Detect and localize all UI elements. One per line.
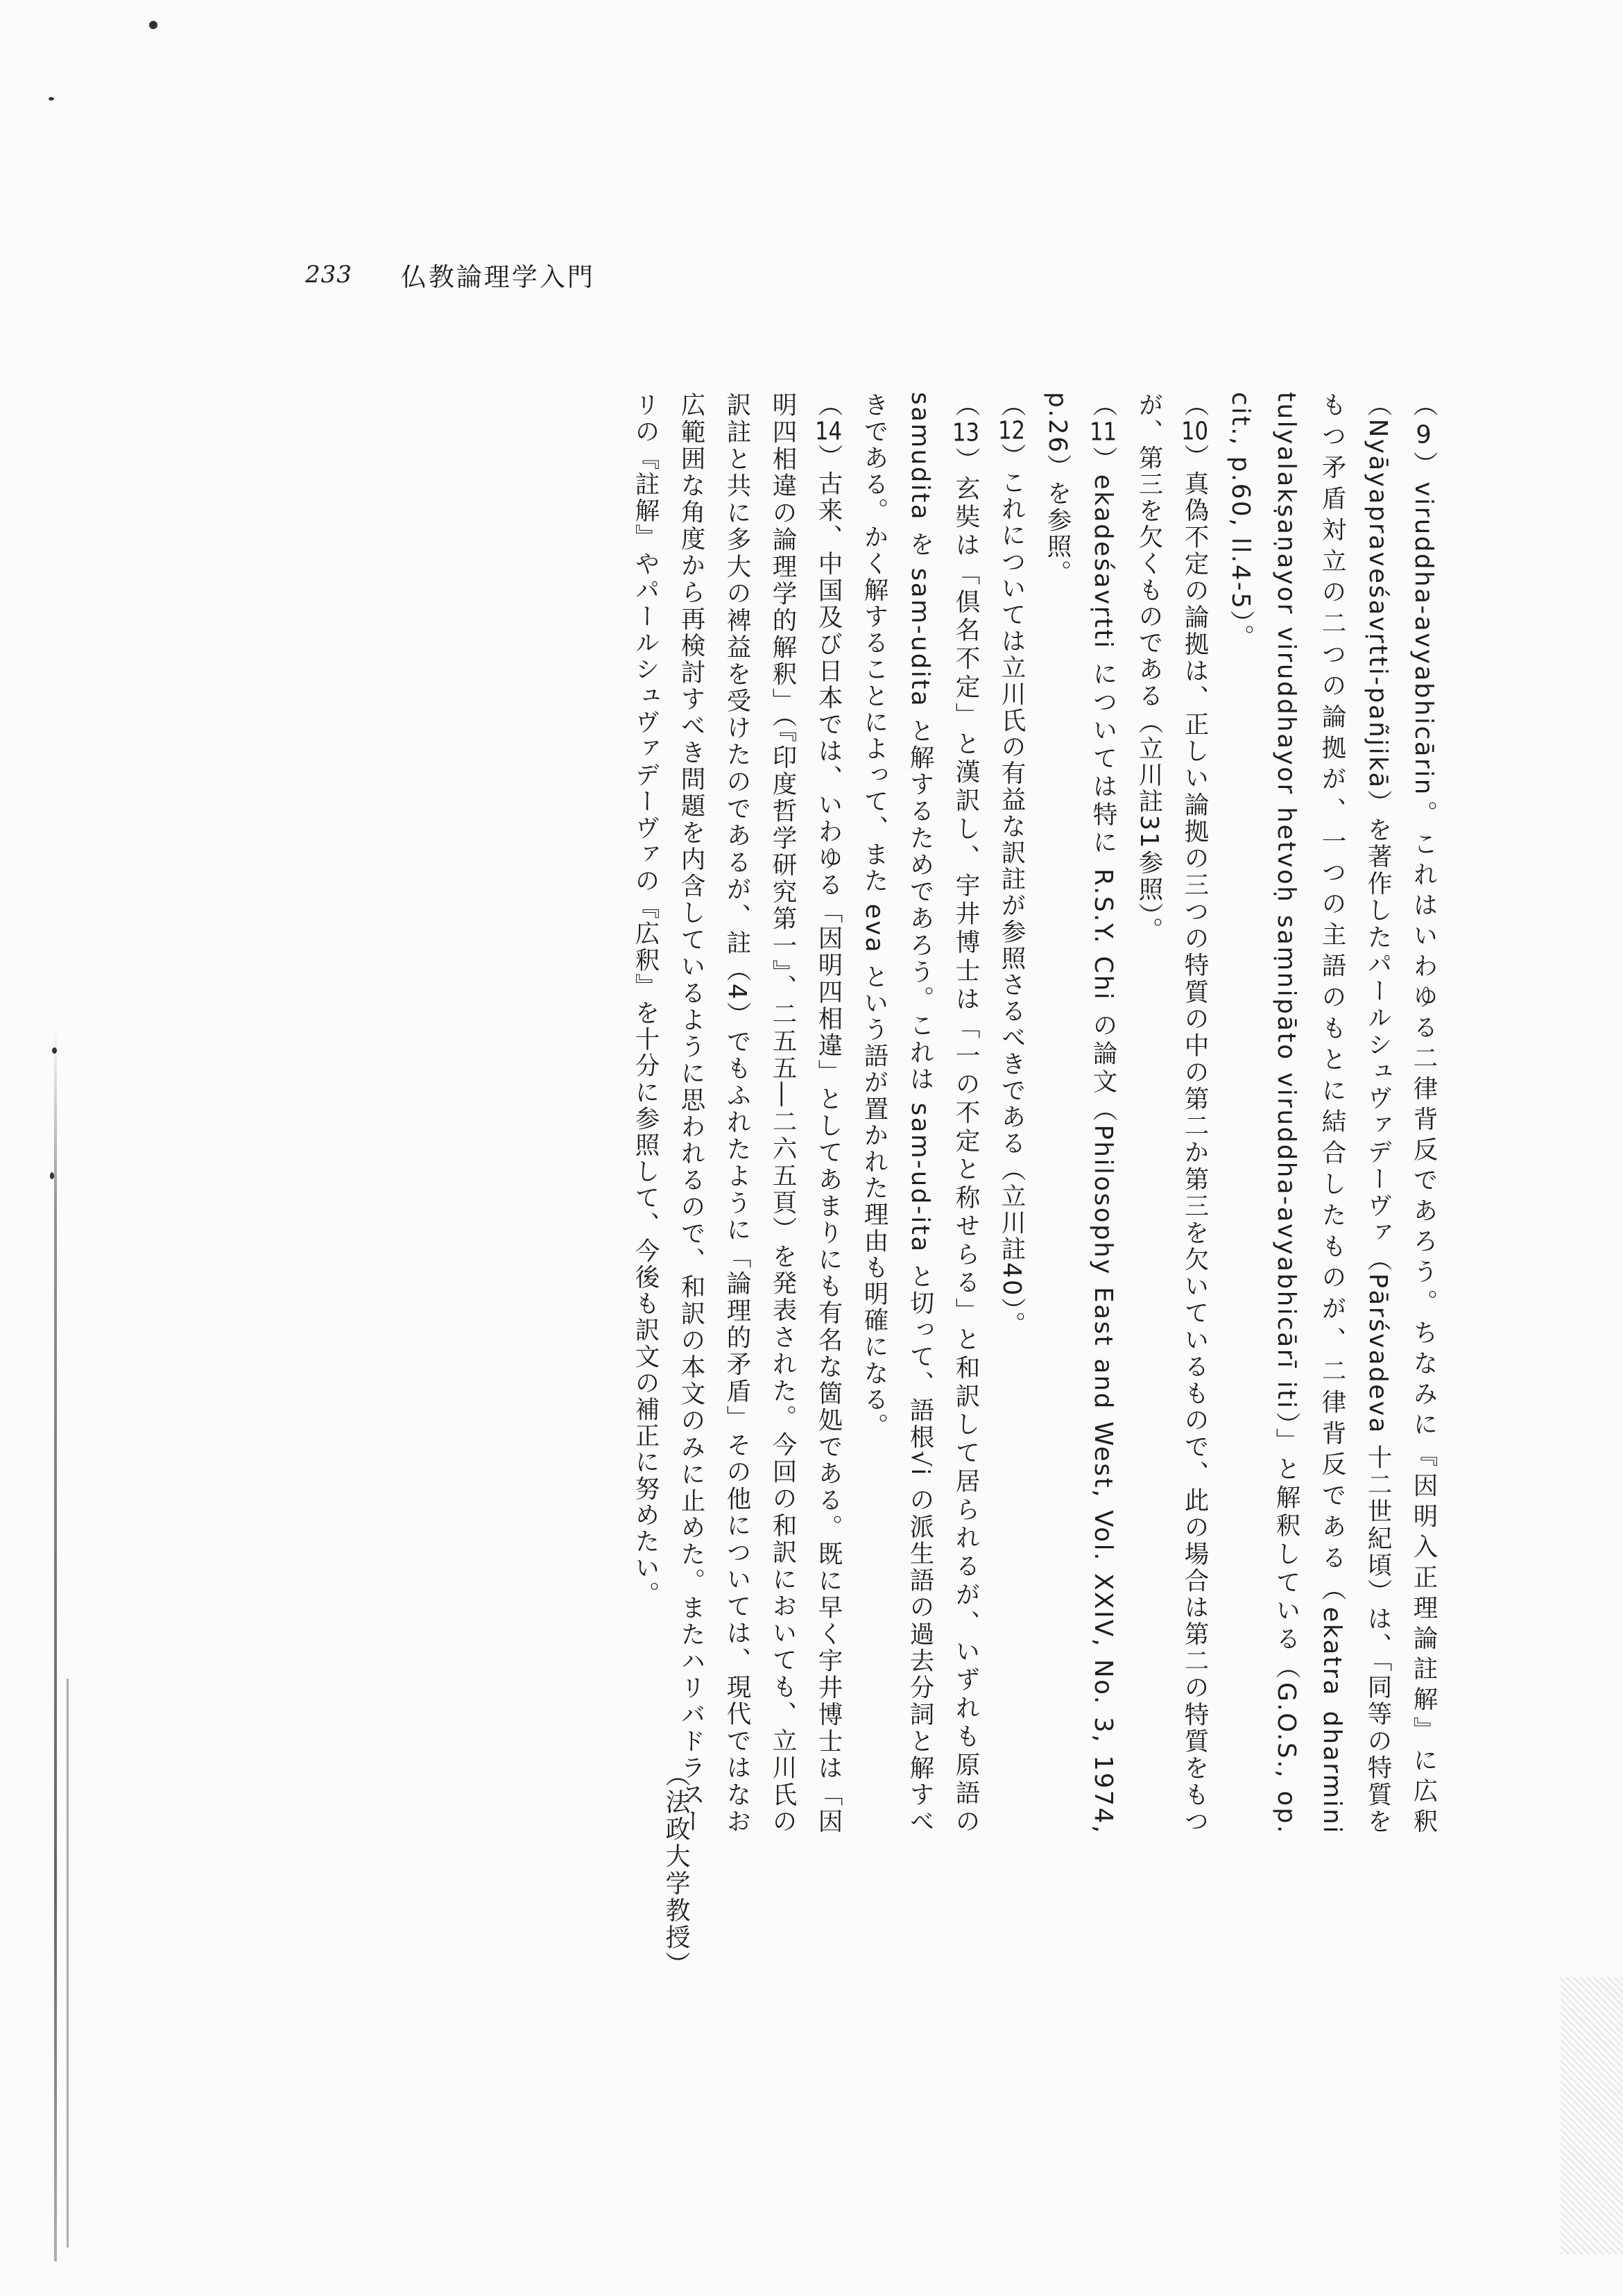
scan-speck xyxy=(49,97,54,101)
scan-speck xyxy=(149,21,157,29)
note-12: （12）これについては立川氏の有益な訳註が参照さるべきである（立川註40）。 xyxy=(997,392,1026,1338)
scan-binding-edge xyxy=(54,1027,57,2261)
running-head xyxy=(305,255,595,294)
page-number: 233 xyxy=(305,261,352,289)
note-text: 真偽不定の論拠は、正しい論拠の三つの特質の中の第二か第三を欠いているもので、此の場合は第二の特質をもつが、第三を欠くものである（立川註31参照）。 xyxy=(1135,392,1209,1835)
note-number: 14 xyxy=(814,418,843,444)
note-text: これについては立川氏の有益な訳註が参照さるべきである（立川註40）。 xyxy=(997,469,1026,1338)
note-11: （11）ekadeśavṛtti については特に R.S.Y. Chi の論文（Philosophy East and West, Vol. XXIV, No. 3, 1974, p.26）を参照。 xyxy=(1043,392,1117,1835)
note-number: 10 xyxy=(1180,418,1209,444)
note-number: 12 xyxy=(997,418,1026,443)
scan-binding-edge xyxy=(67,1679,69,2247)
note-text: viruddha-avyabhicārin。これはいわゆる二律背反であろう。ちなみに『因明入正理論註解』に広釈（Nyāyapraveśavṛtti-pañjikā）を著作したパールシュヴァデーヴァ（Pārśvadeva 十二世紀頃）は、「同等の特質をもつ矛盾対立の二つの論拠が、一つの主語のもとに結合したものが、二律背反である（ekatra dharmini tulyalakṣaṇayor viruddhayor hetvoḥ saṃnipāto viruddha-avyabhicārī iti）」と解釈している（G.O.S., op. cit., p.60, ll.4-5）。 xyxy=(1226,392,1438,1835)
scan-speck xyxy=(52,1047,57,1054)
note-13: （13）玄奘は「倶名不定」と漢訳し、宇井博士は「一の不定と称せらる」と和訳して居られるが、いずれも原語の samudita を sam-udita と解するためであろう。これは sam-ud-ita と切って、語根√i の派生語の過去分詞と解すべきである。かく解することによって、また eva という語が置かれた理由も明確になる。 xyxy=(860,392,980,1835)
note-text: ekadeśavṛtti については特に R.S.Y. Chi の論文（Philosophy East and West, Vol. XXIV, No. 3, 1974, p.26）を参照。 xyxy=(1043,392,1117,1835)
note-number: 11 xyxy=(1089,420,1117,445)
note-text: 古来、中国及び日本では、いわゆる「因明四相違」としてあまりにも有名な箇処である。既に早く宇井博士は「因明四相違の論理学的解釈」（『印度哲学研究第一』、二五五―二六五頁）を発表された。今回の和訳においても、立川氏の訳註と共に多大の裨益を受けたのであるが、註（4）でもふれたように「論理的矛盾」その他については、現代ではなお広範囲な角度から再検討すべき問題を内含しているように思われるので、和訳の本文のみに止めた。またハリバドラスーリの『註解』やパールシュヴァデーヴァの『広釈』を十分に参照して、今後も訳文の補正に努めたい。 xyxy=(631,392,843,1835)
author-affiliation: （法政大学教授） xyxy=(662,1762,690,1978)
note-9: （9）viruddha-avyabhicārin。これはいわゆる二律背反であろう。ちなみに『因明入正理論註解』に広釈（Nyāyapraveśavṛtti-pañjikā）を著作したパールシュヴァデーヴァ（Pārśvadeva 十二世紀頃）は、「同等の特質をもつ矛盾対立の二つの論拠が、一つの主語のもとに結合したものが、二律背反である（ekatra dharmini tulyalakṣaṇayor viruddhayor hetvoḥ saṃnipāto viruddha-avyabhicārī iti）」と解釈している（G.O.S., op. cit., p.60, ll.4-5）。 xyxy=(1226,392,1438,1835)
note-number: 9 xyxy=(1416,422,1432,447)
endnotes xyxy=(544,392,1446,1835)
note-10: （10）真偽不定の論拠は、正しい論拠の三つの特質の中の第二か第三を欠いているもので、此の場合は第二の特質をもつが、第三を欠くものである（立川註31参照）。 xyxy=(1135,392,1209,1835)
note-14: （14）古来、中国及び日本では、いわゆる「因明四相違」としてあまりにも有名な箇処である。既に早く宇井博士は「因明四相違の論理学的解釈」（『印度哲学研究第一』、二五五―二六五頁）を発表された。今回の和訳においても、立川氏の訳註と共に多大の裨益を受けたのであるが、註（4）でもふれたように「論理的矛盾」その他については、現代ではなお広範囲な角度から再検討すべき問題を内含しているように思われるので、和訳の本文のみに止めた。またハリバドラスーリの『註解』やパールシュヴァデーヴァの『広釈』を十分に参照して、今後も訳文の補正に努めたい。 xyxy=(631,392,843,1835)
note-number: 13 xyxy=(952,420,980,445)
note-text: 玄奘は「倶名不定」と漢訳し、宇井博士は「一の不定と称せらる」と和訳して居られるが、いずれも原語の samudita を sam-udita と解するためであろう。これは sam-ud-ita と切って、語根√i の派生語の過去分詞と解すべきである。かく解することによって、また eva という語が置かれた理由も明確になる。 xyxy=(860,392,980,1835)
scan-speck xyxy=(50,1172,54,1179)
scan-noise xyxy=(1561,1977,1623,2254)
running-title: 仏教論理学入門 xyxy=(400,262,595,292)
